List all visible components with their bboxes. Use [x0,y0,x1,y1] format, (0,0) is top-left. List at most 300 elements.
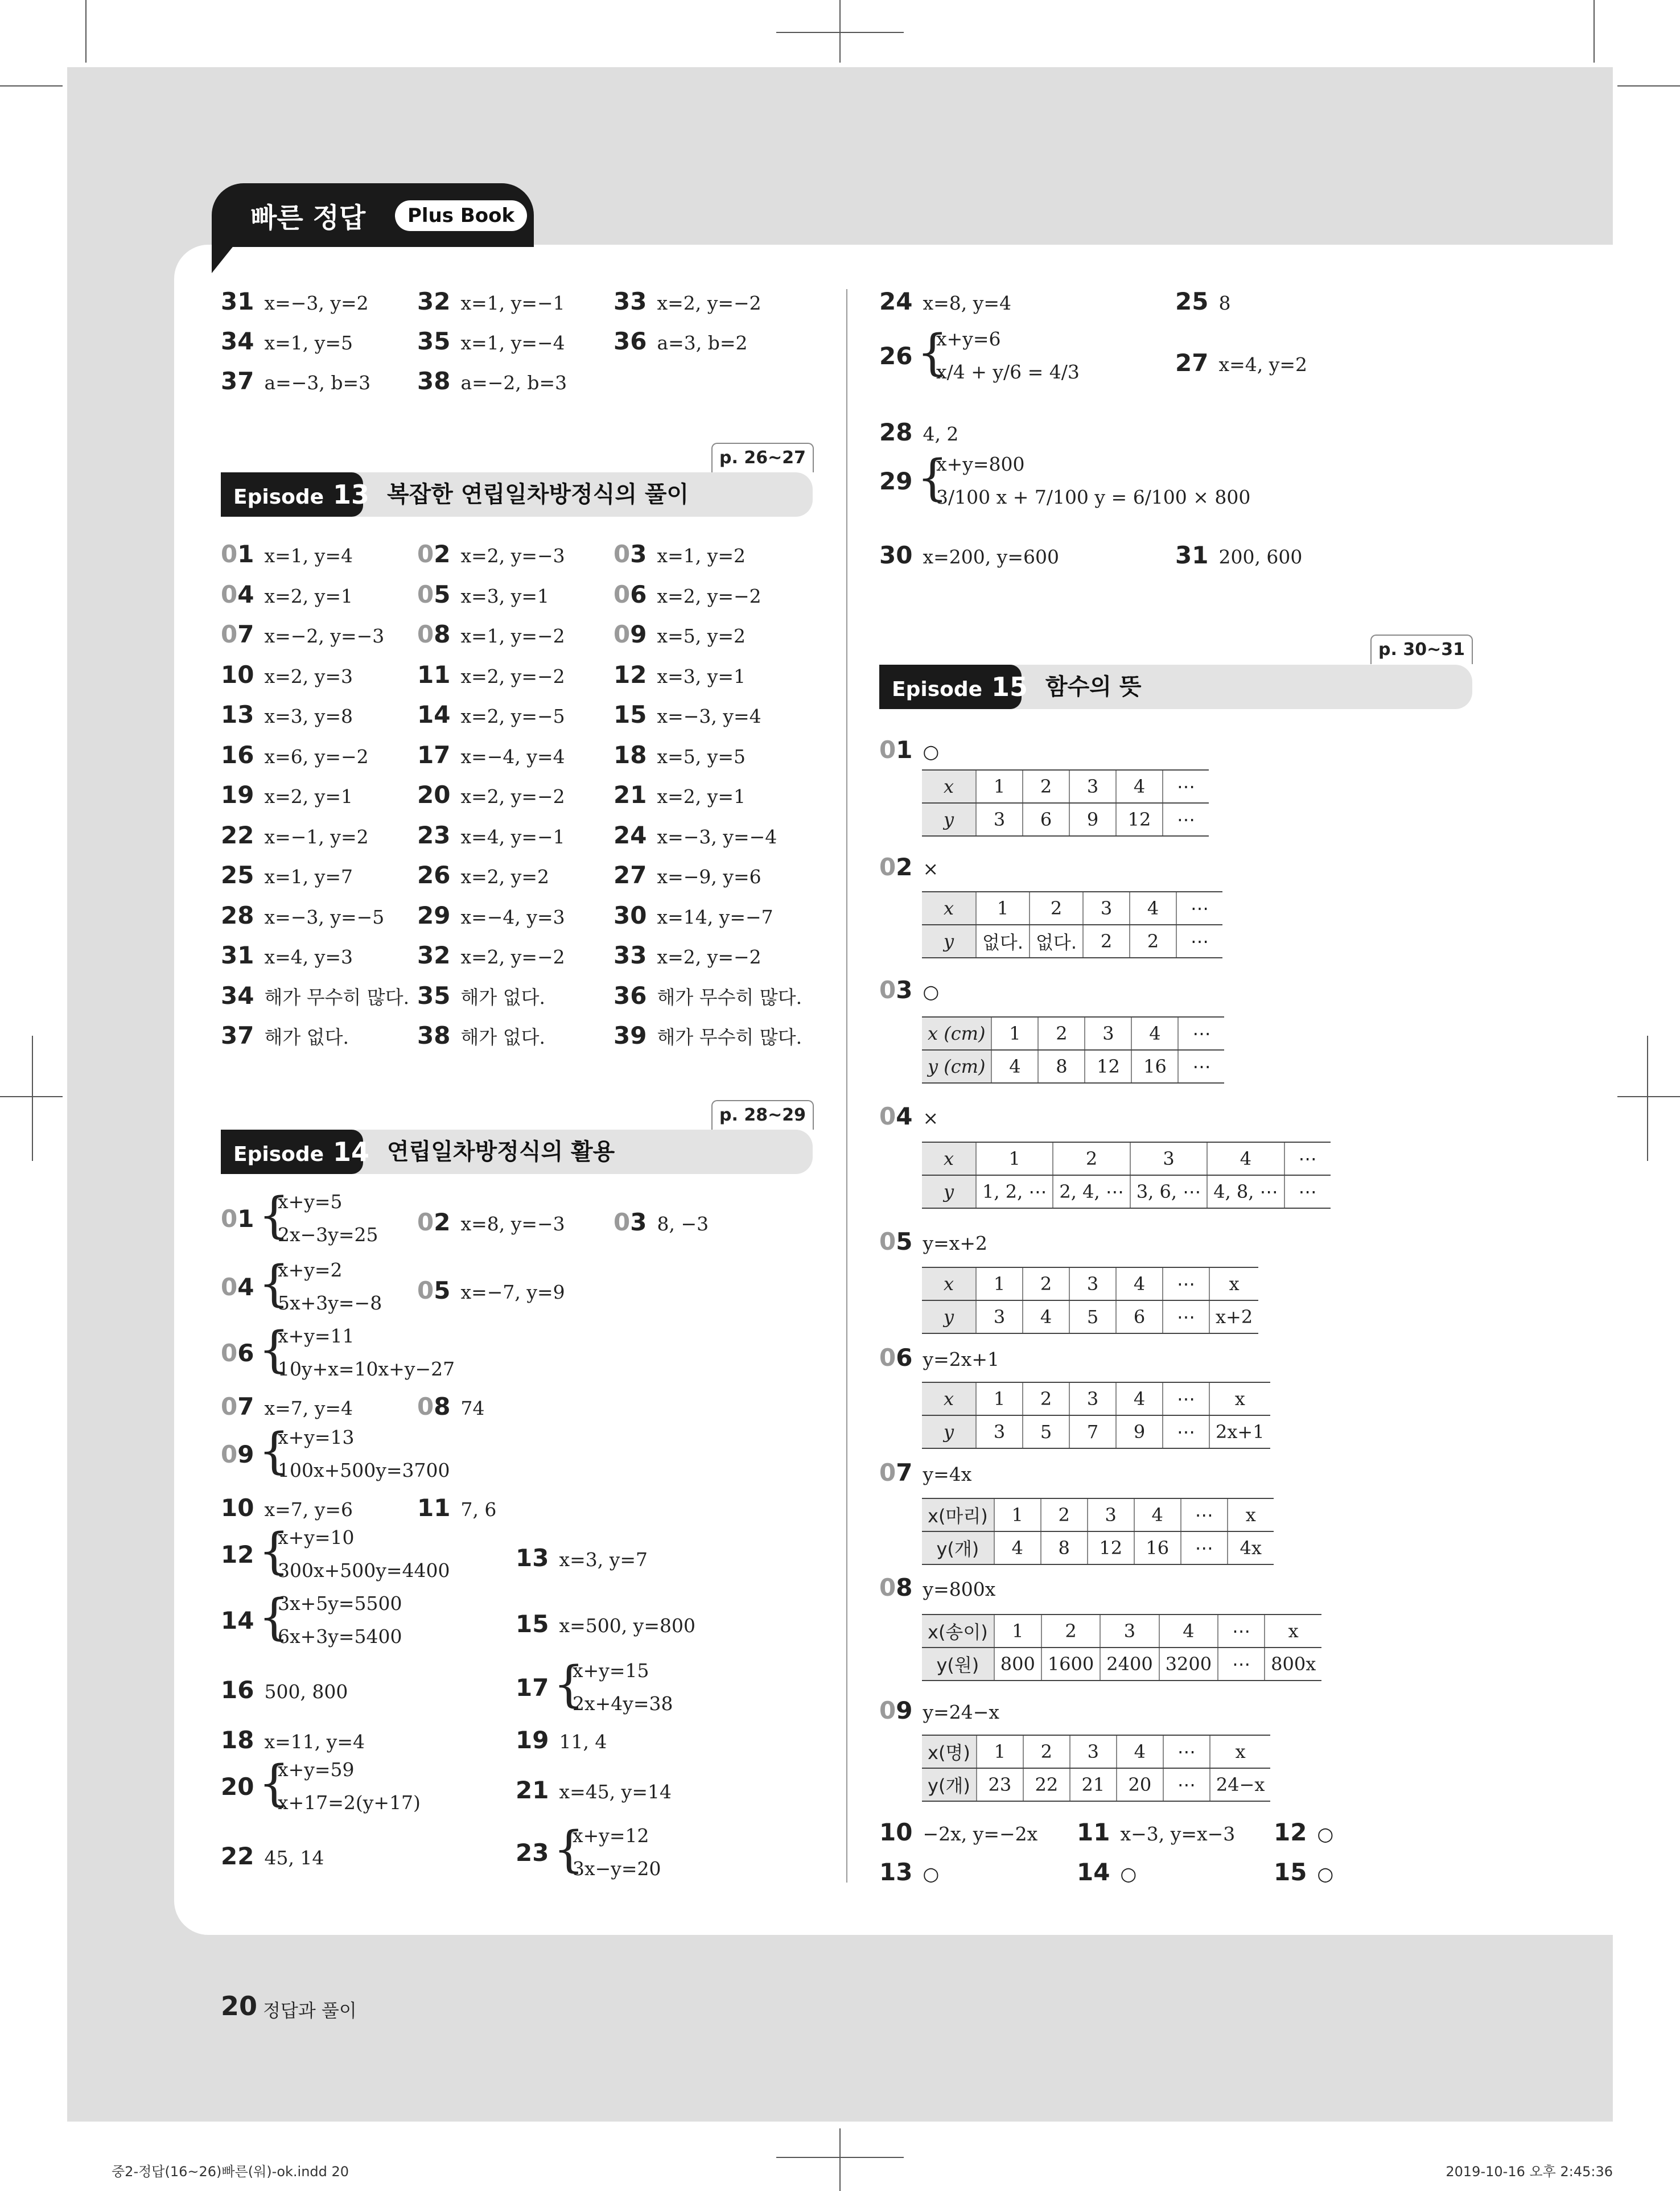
question-number: 37 [221,1022,254,1049]
crop-mark [32,1036,33,1161]
table-cell: x [922,892,976,925]
crop-mark [776,2157,904,2158]
table-cell: 3 [1069,1267,1116,1300]
question-number: 06 [879,1344,913,1372]
table-cell: 4 [994,1531,1041,1564]
answer-value: x=7, y=6 [264,1498,353,1521]
answer-value: x=2, y=−2 [657,584,761,607]
crop-mark [1647,1036,1648,1161]
question-number: 33 [613,941,647,969]
question-number: 19 [221,781,254,809]
answer-item [221,1496,353,1522]
answer-item [221,1023,349,1050]
table-cell: 4, 8, ⋯ [1207,1175,1284,1208]
question-number: 32 [417,941,451,969]
table-cell: 8 [1041,1531,1088,1564]
table-cell: 16 [1134,1531,1181,1564]
answer-item [221,622,384,649]
table-cell: 4 [1116,1267,1163,1300]
table-cell: 1 [976,892,1030,925]
answer-item [417,622,565,649]
answer-item [417,1496,496,1522]
answer-value: x=45, y=14 [559,1781,672,1803]
question-number: 29 [879,467,913,495]
question-number: 02 [417,1208,451,1236]
table-cell: x [1265,1615,1321,1648]
answer-item [613,983,802,1010]
answer-value: y=x+2 [923,1232,988,1254]
question-number: 09 [221,1440,254,1468]
answer-value: x=−3, y=2 [264,292,369,314]
answer-value: 11, 4 [559,1731,607,1753]
table-cell: ⋯ [1176,892,1222,925]
answer-value: x=1, y=−4 [460,332,565,354]
answer-item [613,542,746,569]
question-number: 07 [221,620,254,648]
table-cell: x [1228,1498,1274,1531]
answer-value: x=−4, y=4 [460,745,565,768]
answer-value: 해가 없다. [460,986,545,1008]
question-number: 12 [221,1541,254,1568]
answer-item [516,1546,648,1572]
answer-value: × [923,1107,939,1129]
table-cell: 2 [1030,892,1083,925]
answer-value: x=14, y=−7 [657,905,773,928]
table-cell: 20 [1117,1768,1163,1801]
table-cell: 2 [1023,1735,1070,1768]
table-cell: 5 [1023,1415,1069,1448]
question-number: 34 [221,327,254,355]
crop-mark [839,0,841,63]
equation-line: 3x−y=20 [573,1858,661,1880]
question-number: 04 [221,1273,254,1301]
answer-item [879,344,923,370]
table-cell: y [922,1300,976,1333]
answer-item [417,863,549,889]
question-number: 14 [417,701,451,728]
question-number: 26 [417,861,451,889]
table-cell: ⋯ [1163,803,1209,836]
table-cell: 6 [1116,1300,1163,1333]
table-cell: y(원) [922,1648,994,1681]
plus-book-badge: Plus Book [395,200,527,231]
equation-line: 300x+500y=4400 [278,1559,450,1582]
answer-item [516,1728,607,1755]
answer-value: x=5, y=5 [657,745,746,768]
table-cell: x [1209,1267,1258,1300]
function-table-q09 [922,1735,1270,1802]
answer-item [417,1210,565,1237]
question-number: 07 [221,1393,254,1420]
answer-item [221,289,369,316]
answer-value: 해가 없다. [264,1026,349,1048]
question-number: 14 [1077,1858,1110,1886]
table-cell: 3 [1100,1615,1159,1648]
answer-value: x=5, y=2 [657,625,746,647]
answer-item [613,1210,709,1237]
answer-item [879,1345,999,1372]
table-cell: 8 [1038,1050,1085,1083]
equation-line: 2x+4y=38 [573,1692,673,1715]
table-cell: 4 [1131,1017,1178,1050]
table-cell: 3 [1083,892,1130,925]
table-cell: 4x [1228,1531,1274,1564]
table-cell: ⋯ [1178,1050,1224,1083]
answer-item [221,369,370,396]
question-number: 35 [417,981,451,1010]
table-cell: x (cm) [922,1017,991,1050]
table-cell: 3 [1070,1735,1117,1768]
equation-line: 6x+3y=5400 [278,1625,402,1648]
answer-item [613,702,761,729]
table-cell: 2 [1038,1017,1085,1050]
table-cell: 6 [1023,803,1069,836]
table-cell: 3 [1069,770,1116,803]
answer-item [417,1023,545,1050]
answer-value: x=500, y=800 [559,1615,695,1637]
function-table-q02 [922,891,1222,958]
equation-line: 3/100 x + 7/100 y = 6/100 × 800 [936,486,1251,508]
answer-item [221,903,384,930]
equation-line: x+y=11 [278,1325,355,1347]
table-cell: ⋯ [1163,1267,1209,1300]
answer-value: x=1, y=4 [264,545,353,567]
question-number: 21 [613,781,647,809]
answer-value: 200, 600 [1218,546,1303,568]
answer-item [417,782,565,809]
answer-value: 8 [1218,292,1231,314]
answer-item [1077,1820,1235,1847]
question-number: 14 [221,1607,254,1634]
table-cell: y [922,1415,976,1448]
table-cell: 800 [994,1648,1041,1681]
question-number: 01 [221,1205,254,1233]
question-number: 16 [221,1676,254,1704]
answer-value: x=−7, y=9 [460,1281,565,1303]
table-cell: ⋯ [1163,1768,1210,1801]
table-cell: y [922,803,976,836]
table-cell: ⋯ [1163,1382,1209,1415]
question-number: 36 [613,981,647,1010]
table-cell: 5 [1069,1300,1116,1333]
answer-value: x=−9, y=6 [657,866,761,888]
answer-value: a=−2, b=3 [460,372,567,394]
ep13-page-tag: p. 26~27 [711,443,814,472]
question-number: 01 [221,540,254,568]
answer-item [879,543,1059,570]
answer-value: x=2, y=−3 [460,545,565,567]
answer-item [613,329,748,356]
answer-item [613,823,777,850]
function-table-q06 [922,1382,1270,1449]
table-cell: x [1210,1735,1271,1768]
answer-item [613,662,746,689]
equation-line: x+y=10 [278,1526,355,1548]
table-cell: 2 [1023,1267,1069,1300]
question-number: 02 [879,853,913,881]
answer-item [221,823,369,850]
table-cell: 3 [976,803,1023,836]
table-cell: 1 [991,1017,1038,1050]
table-cell: 1 [976,770,1023,803]
answer-item [1175,351,1307,377]
question-number: 18 [221,1726,254,1754]
answer-item [221,1728,365,1755]
answer-value: 해가 무수히 많다. [657,1026,802,1048]
table-cell: 2 [1023,1382,1069,1415]
question-number: 10 [879,1818,913,1846]
answer-item [221,1608,264,1635]
table-cell: 4 [1130,892,1176,925]
answer-value: x=7, y=4 [264,1397,353,1419]
answer-item [1077,1860,1137,1887]
answer-item [221,582,353,609]
table-cell: 4 [991,1050,1038,1083]
answer-value: x=−1, y=2 [264,825,369,848]
question-number: 24 [613,821,647,849]
answer-item [613,863,761,889]
answer-item [1274,1860,1333,1887]
table-cell: y (cm) [922,1050,991,1083]
page-number: 20 [221,1991,258,2021]
answer-value: 해가 무수히 많다. [657,986,802,1008]
answer-item [417,369,567,396]
ep15-title: 함수의 뜻 [1045,674,1142,700]
answer-value: x=11, y=4 [264,1731,365,1753]
answer-value: x=3, y=8 [264,705,353,727]
answer-value: x=−3, y=−5 [264,905,385,928]
table-cell: 1 [976,1382,1023,1415]
table-cell: ⋯ [1284,1175,1331,1208]
answer-item [221,740,369,769]
answer-value: x=2, y=3 [264,665,353,687]
ep13-title: 복잡한 연립일차방정식의 풀이 [387,481,689,508]
brace-icon: { [258,1523,290,1580]
answer-item [879,1460,971,1487]
answer-item [221,1678,348,1704]
crop-mark [85,0,87,63]
table-cell: 3 [976,1415,1023,1448]
answer-value: x=1, y=−1 [460,292,565,314]
answer-item [879,855,938,882]
question-number: 28 [221,901,254,929]
answer-value: ○ [923,981,940,1003]
answer-value: ○ [1317,1863,1334,1885]
table-cell: 800x [1265,1648,1321,1681]
table-cell: 12 [1088,1531,1134,1564]
answer-value: 7, 6 [460,1498,497,1521]
question-number: 23 [417,821,451,849]
equation-line: x+y=800 [936,453,1025,475]
table-cell: x [922,770,976,803]
answer-item [221,662,353,689]
answer-value: x=8, y=4 [923,292,1011,314]
answer-item [516,1675,559,1702]
answer-value: ○ [1120,1863,1137,1885]
answer-value: x=4, y=−1 [460,825,565,848]
answer-item [221,943,353,970]
question-number: 29 [417,901,451,929]
answer-value: x=1, y=5 [264,332,353,354]
answer-item [879,1698,999,1725]
table-cell: ⋯ [1218,1615,1265,1648]
table-cell: ⋯ [1176,925,1222,958]
answer-item [1175,543,1302,570]
table-cell: y(개) [922,1531,994,1564]
question-number: 13 [879,1858,913,1886]
table-cell: 16 [1131,1050,1178,1083]
table-cell: 3, 6, ⋯ [1130,1175,1207,1208]
table-cell: ⋯ [1163,1300,1209,1333]
question-number: 03 [879,976,913,1004]
answer-value: x=2, y=−2 [460,946,565,968]
equation-line: 100x+500y=3700 [278,1459,450,1481]
answer-item [221,702,353,729]
print-slug-right: 2019-10-16 오후 2:45:36 [1446,2164,1613,2180]
answer-item [613,289,761,316]
answer-value: y=800x [923,1578,996,1600]
table-cell: 3 [1085,1017,1131,1050]
table-cell: ⋯ [1181,1531,1228,1564]
question-number: 39 [613,1022,647,1049]
question-number: 25 [1175,287,1209,315]
question-number: 15 [613,701,647,728]
table-cell: 2 [1041,1615,1100,1648]
table-cell: 1 [976,1267,1023,1300]
answer-item [417,943,565,970]
crop-mark [839,2128,841,2191]
ep15-page-tag: p. 30~31 [1370,635,1473,664]
table-cell: 12 [1116,803,1163,836]
answer-item [417,329,565,356]
equation-line: 10y+x=10x+y−27 [278,1358,455,1380]
answer-item [516,1840,559,1867]
answer-value: a=−3, b=3 [264,372,371,394]
question-number: 04 [879,1102,913,1130]
question-number: 23 [516,1839,549,1867]
table-cell: 3 [1130,1142,1207,1175]
question-number: 15 [1274,1858,1307,1886]
answer-value: x=2, y=1 [264,785,353,808]
answer-value: y=2x+1 [923,1348,1000,1370]
answer-item [221,1774,264,1801]
question-number: 30 [613,901,647,929]
question-number: 05 [879,1228,913,1255]
answer-item [879,469,923,496]
brace-icon: { [258,1589,290,1646]
table-cell: ⋯ [1163,1735,1210,1768]
answer-value: x=2, y=1 [657,785,746,808]
answer-value: × [923,858,939,880]
answer-item [417,542,565,569]
answer-item [417,903,565,930]
question-number: 12 [1274,1818,1307,1846]
column-divider [846,289,847,1883]
table-cell: 4 [1159,1615,1218,1648]
question-number: 09 [613,620,647,648]
table-cell: x [922,1142,976,1175]
table-cell: 4 [1207,1142,1284,1175]
table-cell: x(송이) [922,1615,994,1648]
table-cell: 3 [976,1300,1023,1333]
ep13-banner [221,472,813,517]
answer-value: x=4, y=3 [264,946,353,968]
table-cell: 4 [1117,1735,1163,1768]
table-cell: x(마리) [922,1498,994,1531]
crop-mark [776,32,904,33]
answer-value: ○ [923,1863,940,1885]
ep15-banner [879,665,1472,709]
answer-value: x=200, y=600 [923,546,1059,568]
table-cell: 9 [1069,803,1116,836]
table-cell: ⋯ [1178,1017,1224,1050]
equation-line: x+y=13 [278,1426,355,1448]
answer-value: y=4x [923,1463,972,1485]
crop-mark [0,1096,63,1097]
question-number: 31 [221,287,254,315]
equation-line: x+y=5 [278,1191,343,1213]
question-number: 03 [613,1208,647,1236]
table-cell: 12 [1085,1050,1131,1083]
question-number: 05 [417,580,451,608]
answer-item [221,1341,264,1368]
function-table-q08 [922,1614,1321,1681]
table-cell: 4 [1116,770,1163,803]
ep13-label: Episode 13 [221,472,363,517]
brace-icon: { [258,1755,290,1812]
answer-item [417,983,545,1010]
answer-value: ○ [1317,1823,1334,1845]
table-cell: x [922,1382,976,1415]
function-table-q07 [922,1498,1274,1565]
answer-item [221,1442,264,1469]
table-cell: 2400 [1100,1648,1159,1681]
question-number: 01 [879,736,913,764]
question-number: 03 [613,540,647,568]
answer-item [879,1229,987,1256]
question-number: 18 [613,740,647,769]
table-cell: ⋯ [1163,770,1209,803]
question-number: 32 [417,287,451,315]
equation-line: x/4 + y/6 = 4/3 [936,361,1080,383]
table-cell: x+2 [1209,1300,1258,1333]
question-number: 04 [221,580,254,608]
answer-value: x=3, y=1 [657,665,746,687]
question-number: 17 [417,740,451,769]
answer-item [221,1206,264,1233]
table-cell: 3 [1088,1498,1134,1531]
answer-value: 4, 2 [923,423,959,445]
table-cell: ⋯ [1181,1498,1228,1531]
equation-line: x+y=6 [936,328,1001,350]
question-number: 06 [221,1339,254,1367]
table-cell: 7 [1069,1415,1116,1448]
question-number: 12 [613,660,647,689]
table-cell: y [922,925,976,958]
table-cell: 24−x [1210,1768,1271,1801]
answer-item [417,1394,484,1421]
brace-icon: { [258,1255,290,1312]
answer-item [1175,289,1230,316]
answer-item [516,1778,672,1805]
answer-item [613,1023,802,1050]
equation-line: 5x+3y=−8 [278,1292,382,1314]
function-table-q03 [922,1016,1224,1084]
table-cell: 없다. [1030,925,1083,958]
table-cell: ⋯ [1163,1415,1209,1448]
answer-value: x=8, y=−3 [460,1213,565,1235]
question-number: 16 [221,740,254,769]
